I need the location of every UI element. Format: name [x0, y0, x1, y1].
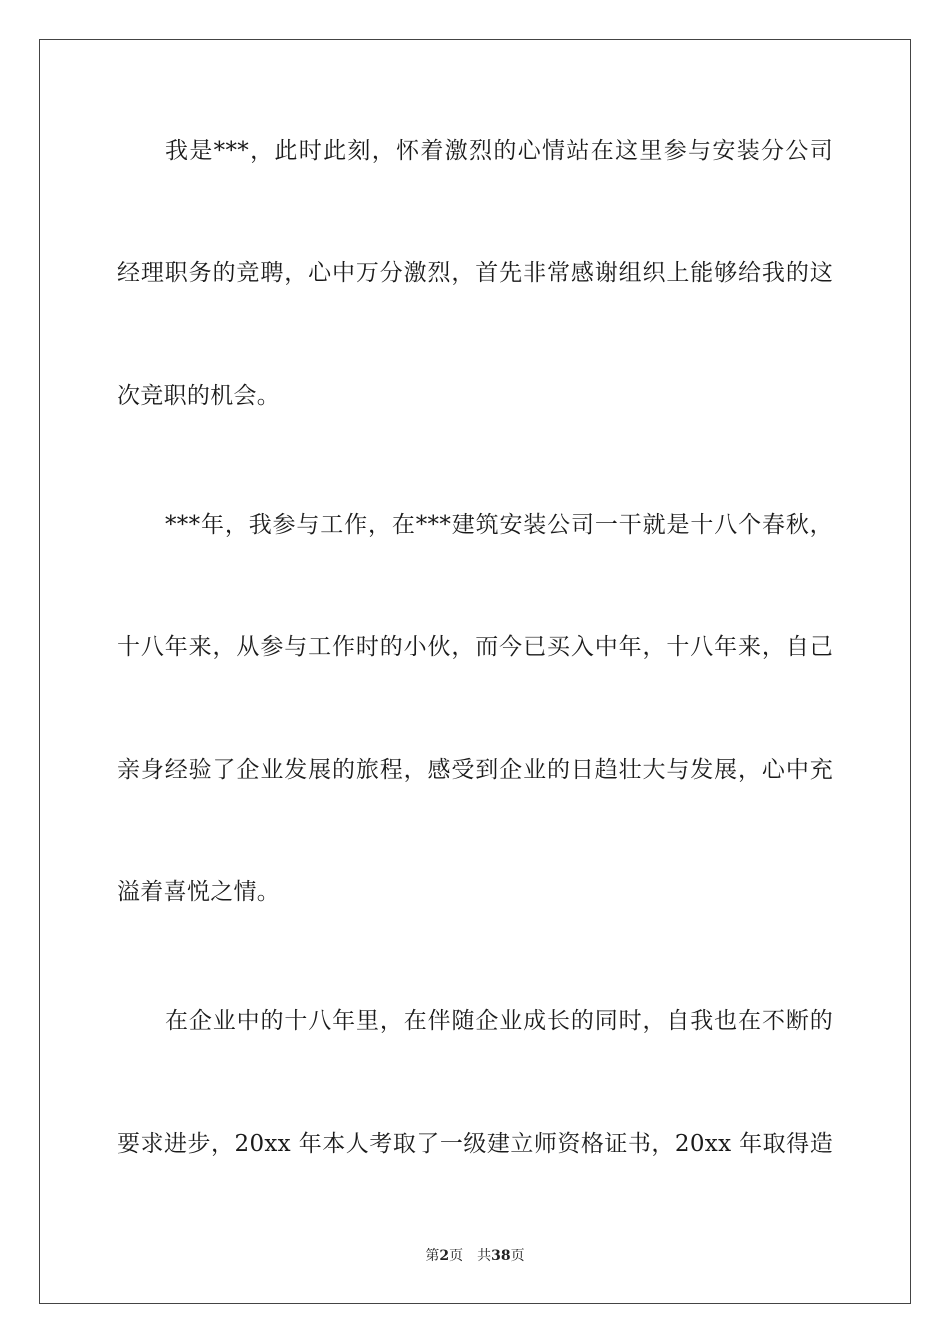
paragraph-3-line-2: 要求进步，20xx 年本人考取了一级建立师资格证书，20xx 年取得造 [117, 1131, 833, 1157]
page-number: 2 [439, 1248, 450, 1264]
paragraph-2-line-3: 亲身经验了企业发展的旅程，感受到企业的日趋壮大与发展，心中充 [117, 757, 833, 783]
total-label-prefix: 共 [477, 1248, 492, 1264]
paragraph-1-line-3: 次竞职的机会。 [117, 383, 281, 409]
total-label-suffix: 页 [510, 1248, 525, 1264]
paragraph-1-line-1: 我是***，此时此刻，怀着激烈的心情站在这里参与安装分公司 [165, 138, 833, 164]
paragraph-3-line-1: 在企业中的十八年里，在伴随企业成长的同时，自我也在不断的 [165, 1008, 833, 1034]
paragraph-1-line-2: 经理职务的竞聘，心中万分激烈，首先非常感谢组织上能够给我的这 [117, 260, 833, 286]
paragraph-2-line-1: ***年，我参与工作，在***建筑安装公司一干就是十八个春秋， [165, 512, 833, 538]
page-label-prefix: 第 [425, 1248, 440, 1264]
page-footer [0, 1247, 950, 1265]
paragraph-2-line-4: 溢着喜悦之情。 [117, 879, 281, 905]
paragraph-2-line-2: 十八年来，从参与工作时的小伙，而今已买入中年，十八年来，自己 [117, 634, 833, 660]
page-border [39, 39, 911, 1304]
page-label-suffix: 页 [449, 1248, 464, 1264]
total-pages: 38 [491, 1248, 511, 1264]
